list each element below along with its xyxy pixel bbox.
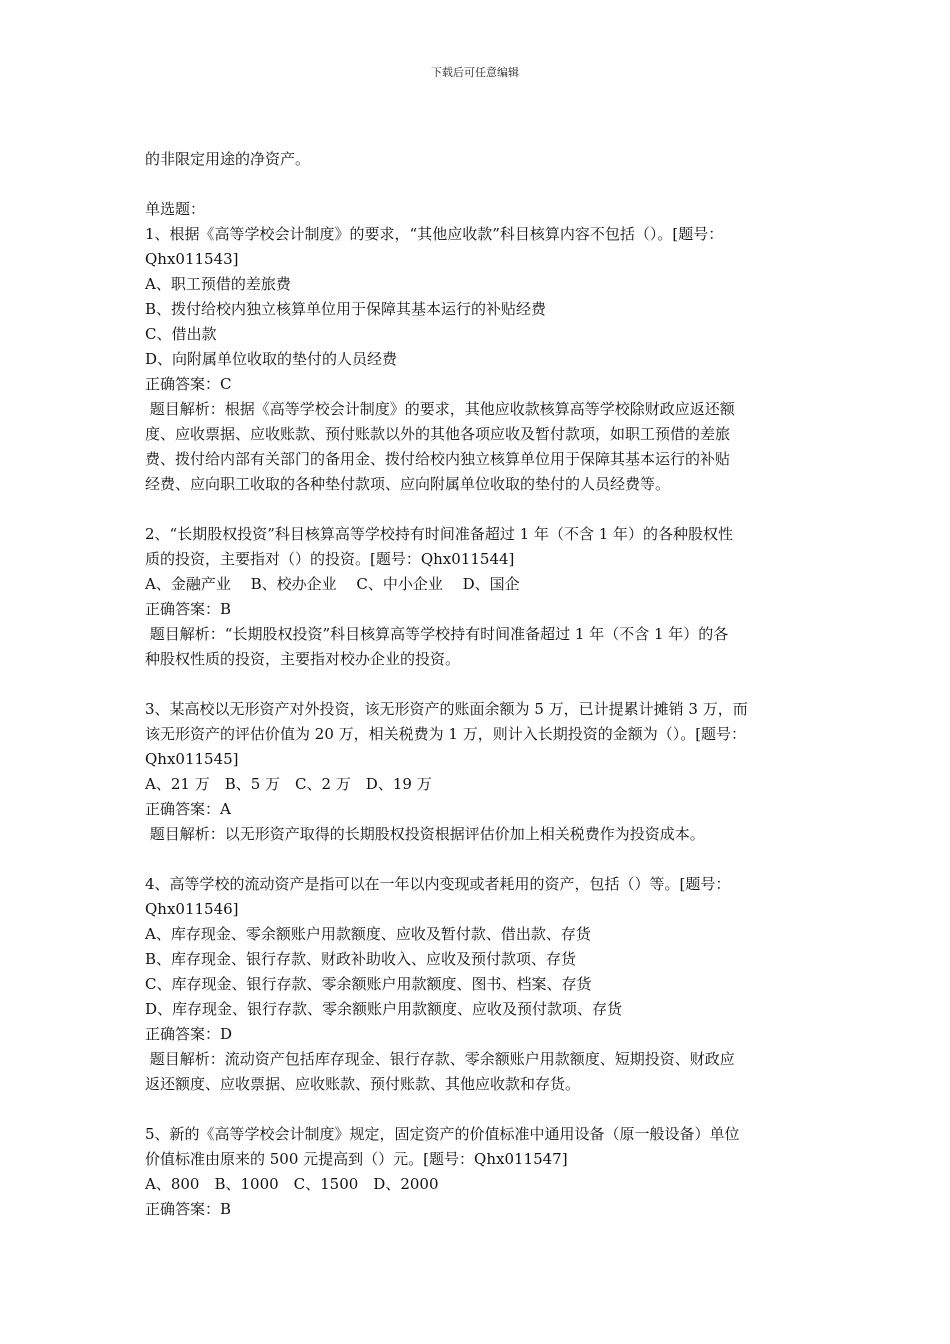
analysis-text: 题目解析：“长期股权投资”科目核算高等学校持有时间准备超过 1 年（不含 1 年）的各 bbox=[145, 625, 729, 643]
intro-text: 的非限定用途的净资产。 bbox=[145, 150, 311, 168]
question-text: Qhx011545] bbox=[145, 750, 239, 768]
option-c: C、借出款 bbox=[145, 325, 217, 343]
question-text: 该无形资产的评估价值为 20 万，相关税费为 1 万，则计入长期投资的金额为（）。[题号： bbox=[145, 725, 747, 743]
spacer bbox=[145, 847, 815, 872]
correct-answer: 正确答案：B bbox=[145, 1200, 232, 1218]
analysis-text: 题目解析：根据《高等学校会计制度》的要求，其他应收款核算高等学校除财政应返还额 bbox=[145, 400, 735, 418]
question-5 bbox=[145, 1122, 815, 1222]
spacer bbox=[145, 172, 815, 197]
analysis-text: 题目解析：以无形资产取得的长期股权投资根据评估价加上相关税费作为投资成本。 bbox=[145, 825, 705, 843]
spacer bbox=[145, 497, 815, 522]
analysis-text: 返还额度、应收票据、应收账款、预付账款、其他应收款和存货。 bbox=[145, 1075, 581, 1093]
options-inline: A、800 B、1000 C、1500 D、2000 bbox=[145, 1175, 439, 1193]
question-text: 2、“长期股权投资”科目核算高等学校持有时间准备超过 1 年（不含 1 年）的各种股权性 bbox=[145, 525, 734, 543]
analysis-text: 费、拨付给内部有关部门的备用金、拨付给校内独立核算单位用于保障其基本运行的补贴 bbox=[145, 450, 731, 468]
correct-answer: 正确答案：B bbox=[145, 600, 232, 618]
correct-answer: 正确答案：C bbox=[145, 375, 232, 393]
option-a: A、职工预借的差旅费 bbox=[145, 275, 291, 293]
question-1 bbox=[145, 222, 815, 497]
correct-answer: 正确答案：D bbox=[145, 1025, 233, 1043]
correct-answer: 正确答案：A bbox=[145, 800, 231, 818]
section-title: 单选题： bbox=[145, 200, 206, 218]
analysis-text: 度、应收票据、应收账款、预付账款以外的其他各项应收及暂付款项，如职工预借的差旅 bbox=[145, 425, 731, 443]
spacer bbox=[145, 672, 815, 697]
spacer bbox=[145, 1097, 815, 1122]
question-text: 质的投资，主要指对（）的投资。[题号：Qhx011544] bbox=[145, 550, 515, 568]
analysis-text: 经费、应向职工收取的各种垫付款项、应向附属单位收取的垫付的人员经费等。 bbox=[145, 475, 671, 493]
options-inline: A、金融产业 B、校办企业 C、中小企业 D、国企 bbox=[145, 575, 520, 593]
option-a: A、库存现金、零余额账户用款额度、应收及暂付款、借出款、存货 bbox=[145, 925, 591, 943]
question-text: 价值标准由原来的 500 元提高到（）元。[题号：Qhx011547] bbox=[145, 1150, 568, 1168]
question-text: Qhx011543] bbox=[145, 250, 239, 268]
question-text: 4、高等学校的流动资产是指可以在一年以内变现或者耗用的资产，包括（）等。[题号： bbox=[145, 875, 731, 893]
question-text: 3、某高校以无形资产对外投资，该无形资产的账面余额为 5 万，已计提累计摊销 3 万，而 bbox=[145, 700, 748, 718]
document-body bbox=[145, 147, 815, 1222]
question-text: Qhx011546] bbox=[145, 900, 239, 918]
option-d: D、向附属单位收取的垫付的人员经费 bbox=[145, 350, 398, 368]
question-text: 5、新的《高等学校会计制度》规定，固定资产的价值标准中通用设备（原一般设备）单位 bbox=[145, 1125, 740, 1143]
analysis-text: 题目解析：流动资产包括库存现金、银行存款、零余额账户用款额度、短期投资、财政应 bbox=[145, 1050, 735, 1068]
question-text: 1、根据《高等学校会计制度》的要求，“其他应收款”科目核算内容不包括（）。[题号： bbox=[145, 225, 724, 243]
question-2 bbox=[145, 522, 815, 672]
analysis-text: 种股权性质的投资，主要指对校办企业的投资。 bbox=[145, 650, 461, 668]
option-b: B、库存现金、银行存款、财政补助收入、应收及预付款项、存货 bbox=[145, 950, 577, 968]
question-3 bbox=[145, 697, 815, 847]
page-header: 下载后可任意编辑 bbox=[431, 66, 519, 79]
option-b: B、拨付给校内独立核算单位用于保障其基本运行的补贴经费 bbox=[145, 300, 547, 318]
question-4 bbox=[145, 872, 815, 1097]
option-c: C、库存现金、银行存款、零余额账户用款额度、图书、档案、存货 bbox=[145, 975, 592, 993]
options-inline: A、21 万 B、5 万 C、2 万 D、19 万 bbox=[145, 775, 432, 793]
option-d: D、库存现金、银行存款、零余额账户用款额度、应收及预付款项、存货 bbox=[145, 1000, 623, 1018]
